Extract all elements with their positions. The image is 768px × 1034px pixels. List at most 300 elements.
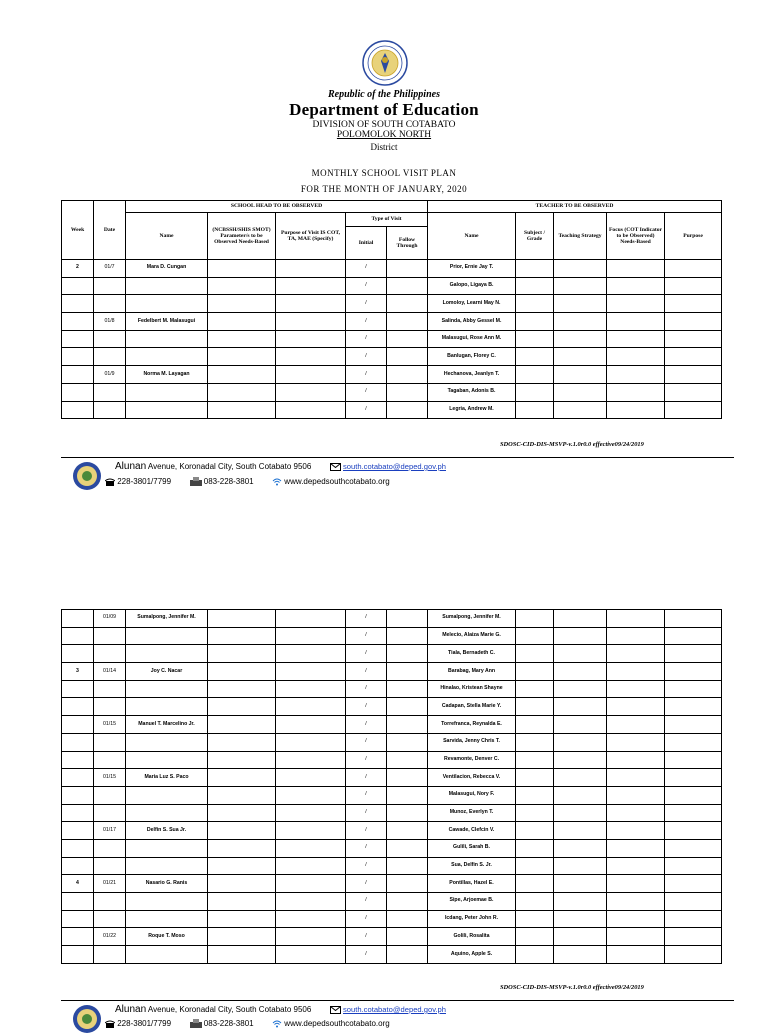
cell-week xyxy=(62,910,94,928)
col-focus: Focus (COT Indicator to be Observed) Needs-Based xyxy=(607,213,665,260)
cell-purpose xyxy=(665,663,722,681)
cell-subject-grade xyxy=(516,716,554,734)
footer-address-line xyxy=(115,461,446,472)
footer-phone: 228-3801/7799 xyxy=(117,1019,172,1028)
col-parameters: (NCBSSH/SHIS SMOT) Parameter/s to be Observed Needs-Based xyxy=(208,213,276,260)
phone-icon xyxy=(105,478,115,486)
cell-date: 01/17 xyxy=(94,822,126,840)
cell-teaching-strategy xyxy=(554,680,607,698)
cell-purpose xyxy=(665,260,722,278)
cell-head-name: Nasario G. Ranis xyxy=(126,875,208,893)
footer-address: Avenue, Koronadal City, South Cotabato 9506 xyxy=(146,462,312,471)
table-row xyxy=(62,857,722,875)
cell-purpose-of-visit xyxy=(276,804,346,822)
cell-focus xyxy=(607,928,665,946)
cell-week xyxy=(62,786,94,804)
cell-initial: / xyxy=(346,857,387,875)
cell-follow-through xyxy=(387,401,428,419)
cell-follow-through xyxy=(387,348,428,366)
cell-teaching-strategy xyxy=(554,804,607,822)
footer-fax: 083-228-3801 xyxy=(203,477,254,486)
cell-follow-through xyxy=(387,663,428,681)
cell-purpose xyxy=(665,893,722,911)
cell-head-name xyxy=(126,645,208,663)
cell-focus xyxy=(607,663,665,681)
cell-teaching-strategy xyxy=(554,610,607,628)
cell-parameters xyxy=(208,698,276,716)
cell-initial: / xyxy=(346,313,387,331)
table-row xyxy=(62,383,722,401)
cell-focus xyxy=(607,769,665,787)
cell-parameters xyxy=(208,804,276,822)
footer-brand: Alunan xyxy=(115,461,147,472)
cell-purpose-of-visit xyxy=(276,786,346,804)
cell-purpose xyxy=(665,928,722,946)
cell-subject-grade xyxy=(516,839,554,857)
table-row xyxy=(62,839,722,857)
cell-subject-grade xyxy=(516,330,554,348)
cell-purpose xyxy=(665,330,722,348)
table-row xyxy=(62,401,722,419)
cell-parameters xyxy=(208,680,276,698)
cell-teacher-name: Tiala, Bernadeth C. xyxy=(428,645,516,663)
cell-teacher-name: Galopo, Ligaya B. xyxy=(428,277,516,295)
cell-week xyxy=(62,330,94,348)
cell-head-name xyxy=(126,733,208,751)
cell-follow-through xyxy=(387,893,428,911)
plan-month: FOR THE MONTH OF JANUARY, 2020 xyxy=(300,184,468,194)
cell-parameters xyxy=(208,928,276,946)
cell-teaching-strategy xyxy=(554,769,607,787)
cell-purpose xyxy=(665,383,722,401)
cell-subject-grade xyxy=(516,910,554,928)
col-teacher-name: Name xyxy=(428,213,516,260)
table-row xyxy=(62,822,722,840)
cell-date xyxy=(94,277,126,295)
cell-date xyxy=(94,383,126,401)
cell-teaching-strategy xyxy=(554,893,607,911)
footer-website[interactable]: www.depedsouthcotabato.org xyxy=(284,1019,390,1028)
cell-focus xyxy=(607,401,665,419)
cell-subject-grade xyxy=(516,348,554,366)
cell-date: 01/15 xyxy=(94,716,126,734)
visit-plan-table-2 xyxy=(61,609,722,964)
cell-teaching-strategy xyxy=(554,348,607,366)
cell-parameters xyxy=(208,260,276,278)
cell-head-name xyxy=(126,627,208,645)
table-row xyxy=(62,680,722,698)
table-row xyxy=(62,260,722,278)
cell-teaching-strategy xyxy=(554,786,607,804)
cell-purpose-of-visit xyxy=(276,348,346,366)
cell-head-name: Delfin S. Sua Jr. xyxy=(126,822,208,840)
cell-initial: / xyxy=(346,786,387,804)
cell-subject-grade xyxy=(516,928,554,946)
cell-follow-through xyxy=(387,277,428,295)
cell-head-name: Norma M. Layagan xyxy=(126,366,208,384)
cell-teacher-name: Banlugan, Florey C. xyxy=(428,348,516,366)
cell-purpose xyxy=(665,769,722,787)
cell-teacher-name: Revamonte, Denver C. xyxy=(428,751,516,769)
footer-website[interactable]: www.depedsouthcotabato.org xyxy=(284,477,390,486)
cell-purpose-of-visit xyxy=(276,610,346,628)
col-purpose: Purpose xyxy=(665,213,722,260)
cell-parameters xyxy=(208,295,276,313)
cell-purpose-of-visit xyxy=(276,928,346,946)
cell-teacher-name: Pontillas, Hazel E. xyxy=(428,875,516,893)
cell-initial: / xyxy=(346,401,387,419)
cell-teaching-strategy xyxy=(554,383,607,401)
cell-follow-through xyxy=(387,839,428,857)
visit-plan-table-1 xyxy=(61,200,722,419)
cell-purpose xyxy=(665,946,722,964)
email-icon xyxy=(330,463,341,471)
cell-parameters xyxy=(208,716,276,734)
cell-teaching-strategy xyxy=(554,698,607,716)
cell-purpose xyxy=(665,680,722,698)
cell-teacher-name: Sua, Delfin S. Jr. xyxy=(428,857,516,875)
cell-week xyxy=(62,946,94,964)
cell-purpose-of-visit xyxy=(276,910,346,928)
cell-teaching-strategy xyxy=(554,733,607,751)
form-code: SDOSC-CID-DIS-MSVP-v.1.0r0.0 effective09/24/2019 xyxy=(500,441,644,448)
cell-initial: / xyxy=(346,716,387,734)
cell-date: 01/22 xyxy=(94,928,126,946)
cell-parameters xyxy=(208,645,276,663)
cell-week xyxy=(62,716,94,734)
cell-initial: / xyxy=(346,698,387,716)
table-row xyxy=(62,645,722,663)
cell-parameters xyxy=(208,893,276,911)
deped-seal-icon xyxy=(362,40,408,86)
cell-follow-through xyxy=(387,786,428,804)
cell-subject-grade xyxy=(516,733,554,751)
cell-teaching-strategy xyxy=(554,645,607,663)
table-row xyxy=(62,804,722,822)
cell-date: 01/8 xyxy=(94,313,126,331)
footer-fax: 083-228-3801 xyxy=(203,1019,254,1028)
cell-subject-grade xyxy=(516,295,554,313)
table-row xyxy=(62,313,722,331)
cell-head-name xyxy=(126,401,208,419)
cell-parameters xyxy=(208,822,276,840)
cell-focus xyxy=(607,733,665,751)
cell-parameters xyxy=(208,348,276,366)
cell-follow-through xyxy=(387,716,428,734)
plan-title: MONTHLY SCHOOL VISIT PLAN xyxy=(311,168,457,178)
cell-week xyxy=(62,610,94,628)
cell-head-name xyxy=(126,383,208,401)
cell-week xyxy=(62,680,94,698)
cell-initial: / xyxy=(346,610,387,628)
cell-purpose xyxy=(665,751,722,769)
cell-purpose xyxy=(665,698,722,716)
cell-teacher-name: Barabag, Mary Ann xyxy=(428,663,516,681)
table-row xyxy=(62,698,722,716)
cell-parameters xyxy=(208,627,276,645)
cell-purpose xyxy=(665,786,722,804)
table-row xyxy=(62,330,722,348)
table-row xyxy=(62,610,722,628)
cell-teacher-name: Sumalpong, Jennifer M. xyxy=(428,610,516,628)
cell-purpose xyxy=(665,277,722,295)
cell-follow-through xyxy=(387,928,428,946)
cell-purpose-of-visit xyxy=(276,330,346,348)
cell-parameters xyxy=(208,875,276,893)
cell-purpose-of-visit xyxy=(276,295,346,313)
cell-purpose-of-visit xyxy=(276,822,346,840)
cell-follow-through xyxy=(387,751,428,769)
cell-focus xyxy=(607,277,665,295)
cell-teaching-strategy xyxy=(554,313,607,331)
cell-head-name xyxy=(126,277,208,295)
cell-follow-through xyxy=(387,610,428,628)
cell-focus xyxy=(607,330,665,348)
cell-head-name: Manuel T. Marcelino Jr. xyxy=(126,716,208,734)
cell-week xyxy=(62,401,94,419)
cell-date: 01/15 xyxy=(94,769,126,787)
cell-teaching-strategy xyxy=(554,295,607,313)
cell-initial: / xyxy=(346,260,387,278)
cell-subject-grade xyxy=(516,680,554,698)
cell-date: 01/09 xyxy=(94,610,126,628)
cell-date: 01/7 xyxy=(94,260,126,278)
cell-focus xyxy=(607,627,665,645)
cell-teaching-strategy xyxy=(554,401,607,419)
cell-week xyxy=(62,804,94,822)
cell-purpose-of-visit xyxy=(276,277,346,295)
cell-week xyxy=(62,769,94,787)
col-week: Week xyxy=(62,201,94,260)
cell-subject-grade xyxy=(516,946,554,964)
cell-teaching-strategy xyxy=(554,260,607,278)
table-row xyxy=(62,277,722,295)
form-code: SDOSC-CID-DIS-MSVP-v.1.0r0.0 effective09/24/2019 xyxy=(500,984,644,991)
cell-purpose xyxy=(665,839,722,857)
cell-teacher-name: Malasugui, Rose Ann M. xyxy=(428,330,516,348)
cell-follow-through xyxy=(387,733,428,751)
table-row xyxy=(62,893,722,911)
cell-initial: / xyxy=(346,680,387,698)
footer-divider xyxy=(61,1000,734,1001)
col-initial: Initial xyxy=(346,227,387,260)
cell-initial: / xyxy=(346,822,387,840)
cell-head-name xyxy=(126,751,208,769)
cell-subject-grade xyxy=(516,822,554,840)
cell-focus xyxy=(607,822,665,840)
cell-parameters xyxy=(208,330,276,348)
cell-subject-grade xyxy=(516,277,554,295)
cell-date xyxy=(94,330,126,348)
cell-date xyxy=(94,680,126,698)
table-row xyxy=(62,928,722,946)
cell-purpose-of-visit xyxy=(276,751,346,769)
cell-head-name xyxy=(126,680,208,698)
cell-week xyxy=(62,928,94,946)
cell-parameters xyxy=(208,366,276,384)
cell-teaching-strategy xyxy=(554,928,607,946)
cell-week xyxy=(62,698,94,716)
cell-date: 01/21 xyxy=(94,875,126,893)
cell-initial: / xyxy=(346,733,387,751)
cell-teacher-name: Ventilacion, Rebecca V. xyxy=(428,769,516,787)
cell-teacher-name: Aquino, Apple S. xyxy=(428,946,516,964)
cell-teacher-name: Cawade, Clefcin V. xyxy=(428,822,516,840)
cell-purpose-of-visit xyxy=(276,366,346,384)
cell-purpose xyxy=(665,910,722,928)
cell-date: 01/9 xyxy=(94,366,126,384)
cell-follow-through xyxy=(387,313,428,331)
cell-focus xyxy=(607,645,665,663)
cell-purpose-of-visit xyxy=(276,663,346,681)
cell-purpose-of-visit xyxy=(276,401,346,419)
table-row xyxy=(62,366,722,384)
cell-date xyxy=(94,910,126,928)
table-row xyxy=(62,627,722,645)
cell-teacher-name: Sipe, Arjoemae B. xyxy=(428,893,516,911)
cell-purpose-of-visit xyxy=(276,875,346,893)
district-name: POLOMOLOK NORTH xyxy=(336,130,432,140)
footer-address-line xyxy=(115,1004,446,1015)
cell-head-name xyxy=(126,839,208,857)
cell-head-name xyxy=(126,857,208,875)
cell-subject-grade xyxy=(516,645,554,663)
cell-purpose xyxy=(665,804,722,822)
footer-email-link[interactable]: south.cotabato@deped.gov.ph xyxy=(343,462,446,471)
cell-subject-grade xyxy=(516,663,554,681)
cell-subject-grade xyxy=(516,875,554,893)
cell-teacher-name: Golili, Rosalita xyxy=(428,928,516,946)
cell-focus xyxy=(607,875,665,893)
cell-focus xyxy=(607,295,665,313)
cell-initial: / xyxy=(346,645,387,663)
cell-subject-grade xyxy=(516,610,554,628)
cell-initial: / xyxy=(346,804,387,822)
cell-date xyxy=(94,401,126,419)
table-row xyxy=(62,733,722,751)
cell-initial: / xyxy=(346,277,387,295)
cell-teacher-name: Salinda, Abby Gessel M. xyxy=(428,313,516,331)
fax-icon xyxy=(190,477,202,486)
cell-focus xyxy=(607,383,665,401)
cell-parameters xyxy=(208,733,276,751)
footer-phone: 228-3801/7799 xyxy=(117,477,172,486)
wifi-icon xyxy=(272,477,282,486)
district-label: District xyxy=(370,142,398,152)
col-purpose-of-visit: Purpose of Visit IS COT, TA, MAE (Specify) xyxy=(276,213,346,260)
cell-head-name xyxy=(126,348,208,366)
cell-parameters xyxy=(208,610,276,628)
cell-parameters xyxy=(208,839,276,857)
table-row xyxy=(62,946,722,964)
cell-follow-through xyxy=(387,627,428,645)
cell-head-name: Maria Luz S. Paco xyxy=(126,769,208,787)
cell-initial: / xyxy=(346,663,387,681)
col-group-teacher: TEACHER TO BE OBSERVED xyxy=(428,201,722,213)
cell-teacher-name: Hechanova, Jeanlyn T. xyxy=(428,366,516,384)
footer-divider xyxy=(61,457,734,458)
cell-head-name xyxy=(126,330,208,348)
department-heading: Department of Education xyxy=(289,100,479,119)
cell-follow-through xyxy=(387,383,428,401)
cell-follow-through xyxy=(387,822,428,840)
republic-heading: Republic of the Philippines xyxy=(328,89,440,100)
cell-parameters xyxy=(208,910,276,928)
cell-initial: / xyxy=(346,383,387,401)
cell-focus xyxy=(607,260,665,278)
cell-parameters xyxy=(208,663,276,681)
cell-parameters xyxy=(208,769,276,787)
division-heading: DIVISION OF SOUTH COTABATO xyxy=(312,120,456,130)
cell-focus xyxy=(607,348,665,366)
footer-address: Avenue, Koronadal City, South Cotabato 9506 xyxy=(146,1005,312,1014)
cell-head-name: Mara D. Cungan xyxy=(126,260,208,278)
cell-week xyxy=(62,822,94,840)
table-row xyxy=(62,751,722,769)
cell-parameters xyxy=(208,786,276,804)
col-head-name: Name xyxy=(126,213,208,260)
cell-date xyxy=(94,839,126,857)
cell-focus xyxy=(607,839,665,857)
cell-date xyxy=(94,295,126,313)
cell-focus xyxy=(607,313,665,331)
cell-purpose xyxy=(665,348,722,366)
cell-purpose xyxy=(665,401,722,419)
cell-head-name: Roque T. Moso xyxy=(126,928,208,946)
cell-focus xyxy=(607,716,665,734)
cell-date xyxy=(94,751,126,769)
cell-purpose xyxy=(665,366,722,384)
cell-head-name xyxy=(126,910,208,928)
cell-initial: / xyxy=(346,769,387,787)
cell-week xyxy=(62,277,94,295)
cell-teaching-strategy xyxy=(554,366,607,384)
cell-parameters xyxy=(208,751,276,769)
cell-purpose xyxy=(665,295,722,313)
cell-week xyxy=(62,348,94,366)
cell-focus xyxy=(607,910,665,928)
cell-week: 2 xyxy=(62,260,94,278)
cell-initial: / xyxy=(346,751,387,769)
cell-head-name xyxy=(126,804,208,822)
cell-teacher-name: Torrefranca, Reynalda E. xyxy=(428,716,516,734)
footer-contact-line xyxy=(105,477,390,486)
cell-teaching-strategy xyxy=(554,627,607,645)
footer-email-link[interactable]: south.cotabato@deped.gov.ph xyxy=(343,1005,446,1014)
cell-purpose xyxy=(665,733,722,751)
cell-initial: / xyxy=(346,348,387,366)
cell-date xyxy=(94,348,126,366)
cell-purpose-of-visit xyxy=(276,698,346,716)
cell-subject-grade xyxy=(516,786,554,804)
cell-week xyxy=(62,857,94,875)
cell-teacher-name: Cadapan, Stella Marie Y. xyxy=(428,698,516,716)
cell-teacher-name: Munoz, Everlyn T. xyxy=(428,804,516,822)
cell-focus xyxy=(607,804,665,822)
cell-follow-through xyxy=(387,910,428,928)
cell-purpose xyxy=(665,645,722,663)
table-row xyxy=(62,910,722,928)
cell-initial: / xyxy=(346,366,387,384)
cell-focus xyxy=(607,857,665,875)
cell-teaching-strategy xyxy=(554,857,607,875)
col-follow-through: Follow Through xyxy=(387,227,428,260)
cell-teaching-strategy xyxy=(554,663,607,681)
cell-date: 01/14 xyxy=(94,663,126,681)
table-row xyxy=(62,663,722,681)
cell-follow-through xyxy=(387,698,428,716)
cell-purpose-of-visit xyxy=(276,716,346,734)
